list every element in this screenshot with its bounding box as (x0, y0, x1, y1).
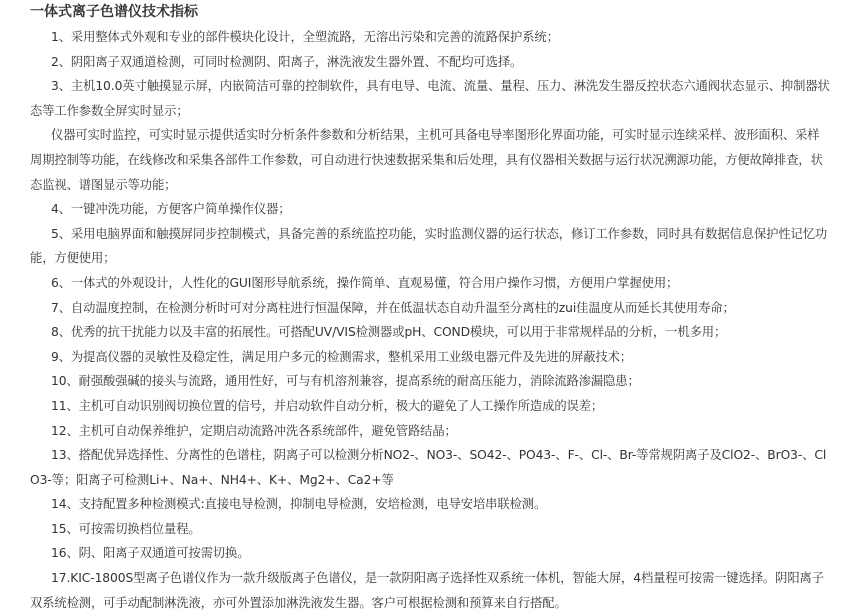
spec-item-12: 12、主机可自动保养维护，定期启动流路冲洗各系统部件，避免管路结晶； (51, 423, 457, 438)
spec-item-8: 8、优秀的抗干扰能力以及丰富的拓展性。可搭配UV/VIS检测器或pH、COND模块，可以用于非常规样品的分析，一机多用； (51, 325, 727, 340)
spec-item-5: 5、采用电脑界面和触摸屏同步控制模式，具备完善的系统监控功能，实时监测仪器的运行状态，修订工作参数，同时具有数据信息保护性记忆功能，方便使用； (30, 226, 828, 266)
spec-item-16: 16、阴、阳离子双通道可按需切换。 (51, 546, 250, 561)
spec-item-17: 17.KIC-1800S型离子色谱仪作为一款升级版离子色谱仪，是一款阴阳离子选择性双系统一体机，智能大屏，4档量程可按需一键选择。阴阳离子双系统检测，可手动配制淋洗液，亦可外置添加淋洗液发生器。客户可根据检测和预算来自行搭配。 (30, 571, 824, 610)
spec-item-3: 3、主机10.0英寸触摸显示屏，内嵌简洁可靠的控制软件，具有电导、电流、流量、量程、压力、淋洗发生器反控状态六通阀状态显示、抑制器状态等工作参数全屏实时显示； (30, 79, 830, 118)
spec-item-9: 9、为提高仪器的灵敏性及稳定性，满足用户多元的检测需求，整机采用工业级电器元件及先进的屏蔽技术； (51, 349, 632, 364)
spec-item-11: 11、主机可自动识别阀切换位置的信号，并启动软件自动分析，极大的避免了人工操作所造成的误差； (51, 398, 604, 413)
spec-item-3-detail: 仪器可实时监控，可实时显示提供适实时分析条件参数和分析结果，主机可具备电导率图形化界面功能，可实时显示连续采样、波形面积、采样周期控制等功能，在线修改和采集各部件工作参数，可自动进行快速数据采集和后处理，具有仪器相关数据与运行状况溯源功能，方便故障排查，状态监视、谱图显示等功能； (30, 128, 823, 192)
spec-document (30, 0, 830, 615)
spec-item-10: 10、耐强酸强碱的接头与流路，通用性好，可与有机溶剂兼容，提高系统的耐高压能力，消除流路渗漏隐患； (51, 374, 640, 389)
spec-item-7: 7、自动温度控制，在检测分析时可对分离柱进行恒温保障，并在低温状态自动升温至分离柱的zui佳温度从而延长其使用寿命； (51, 300, 735, 315)
spec-item-4: 4、一键冲洗功能，方便客户简单操作仪器； (51, 202, 291, 217)
spec-item-2: 2、阴阳离子双通道检测，可同时检测阴、阳离子，淋洗液发生器外置、不配均可选择。 (51, 54, 523, 69)
spec-item-6: 6、一体式的外观设计，人性化的GUI图形导航系统，操作简单、直观易懂，符合用户操作习惯，方便用户掌握使用； (51, 275, 679, 290)
spec-item-15: 15、可按需切换档位量程。 (51, 521, 201, 536)
spec-item-13: 13、搭配优异选择性、分离性的色谱柱，阴离子可以检测分析NO2-、NO3-、SO42-、PO43-、F-、Cl-、Br-等常规阴离子及ClO2-、BrO3-、ClO3-等；阳离子可检测Li+、Na+、NH4+、K+、Mg2+、Ca2+等 (30, 448, 827, 487)
spec-item-1: 1、采用整体式外观和专业的部件模块化设计，全塑流路，无溶出污染和完善的流路保护系统； (51, 30, 559, 44)
spec-item-14: 14、支持配置多种检测模式:直接电导检测，抑制电导检测，安培检测，电导安培串联检测。 (51, 497, 547, 512)
document-title: 一体式离子色谱仪技术指标 (30, 4, 198, 20)
